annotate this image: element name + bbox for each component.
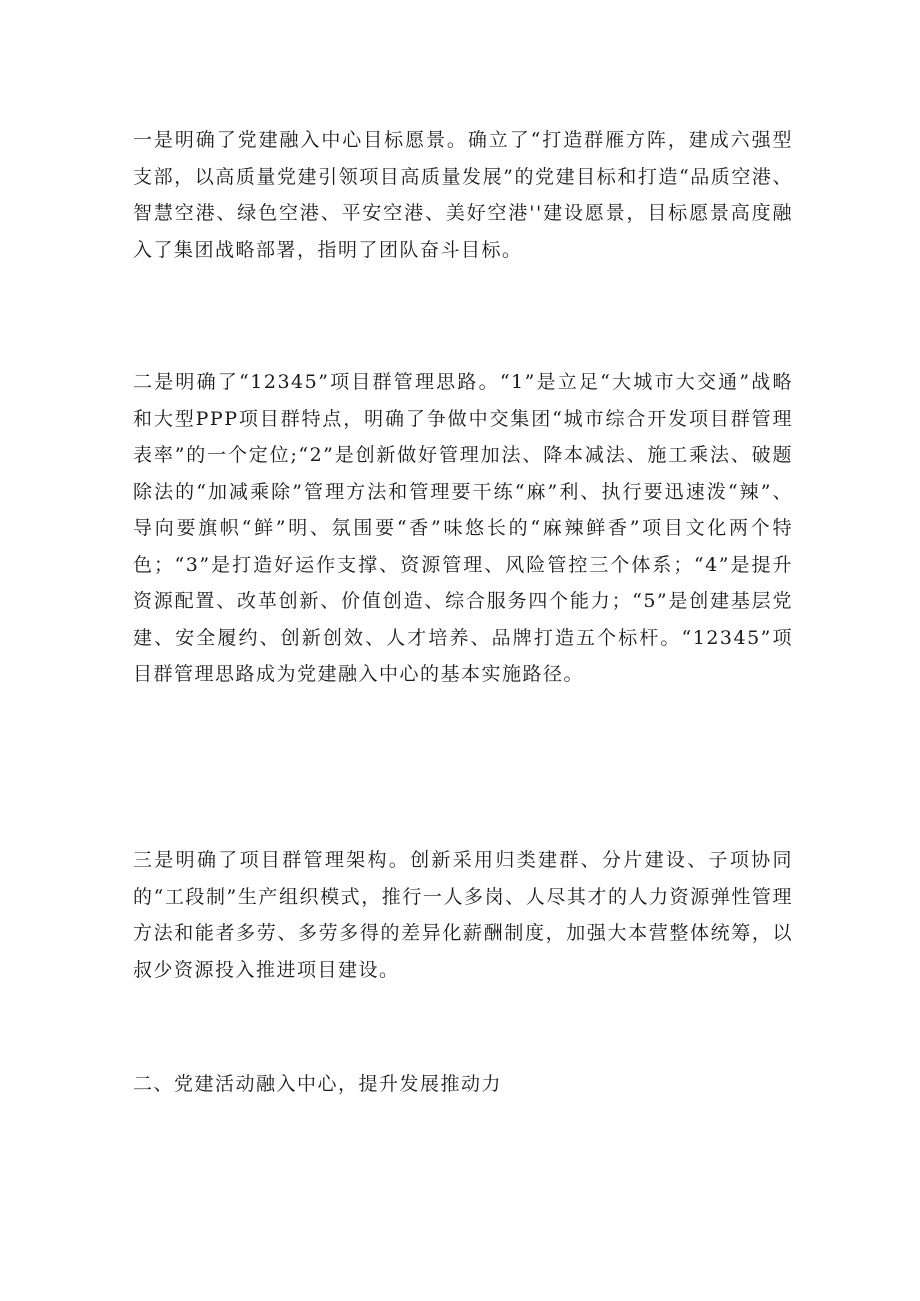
paragraph-management-structure: 三是明确了项目群管理架构。创新采用归类建群、分片建设、子项协同的“工段制”生产组织模式，推行一人多岗、人尽其才的人力资源弹性管理方法和能者多劳、多劳多得的差异化薪酬制度，加强大本营整体统筹，以叔少资源投入推进项目建设。	[133, 849, 793, 981]
section-heading: 二、党建活动融入中心，提升发展推动力	[133, 1073, 503, 1095]
paragraph-management-approach: 二是明确了“12345”项目群管理思路。“1”是立足“大城市大交通”战略和大型PPP项目群特点，明确了争做中交集团“城市综合开发项目群管理表率”的一个定位;“2”是创新做好管理加法、降本减法、施工乘法、破题除法的“加减乘除”管理方法和管理要干练“麻”利、执行要迅速泼“辣”、导向要旗帜“鲜”明、氛围要“香”味悠长的“麻辣鲜香”项目文化两个特色；“3”是打造好运作支撑、资源管理、风险管控三个体系；“4”是提升资源配置、改革创新、价值创造、综合服务四个能力；“5”是创建基层党建、安全履约、创新创效、人才培养、品牌打造五个标杆。“12345”项目群管理思路成为党建融入中心的基本实施路径。	[133, 371, 793, 685]
paragraph-goal-vision: 一是明确了党建融入中心目标愿景。确立了“打造群雁方阵，建成六强型支部，以高质量党建引领项目高质量发展”的党建目标和打造“品质空港、智慧空港、绿色空港、平安空港、美好空港''建设愿景，目标愿景高度融入了集团战略部署，指明了团队奋斗目标。	[133, 129, 793, 261]
